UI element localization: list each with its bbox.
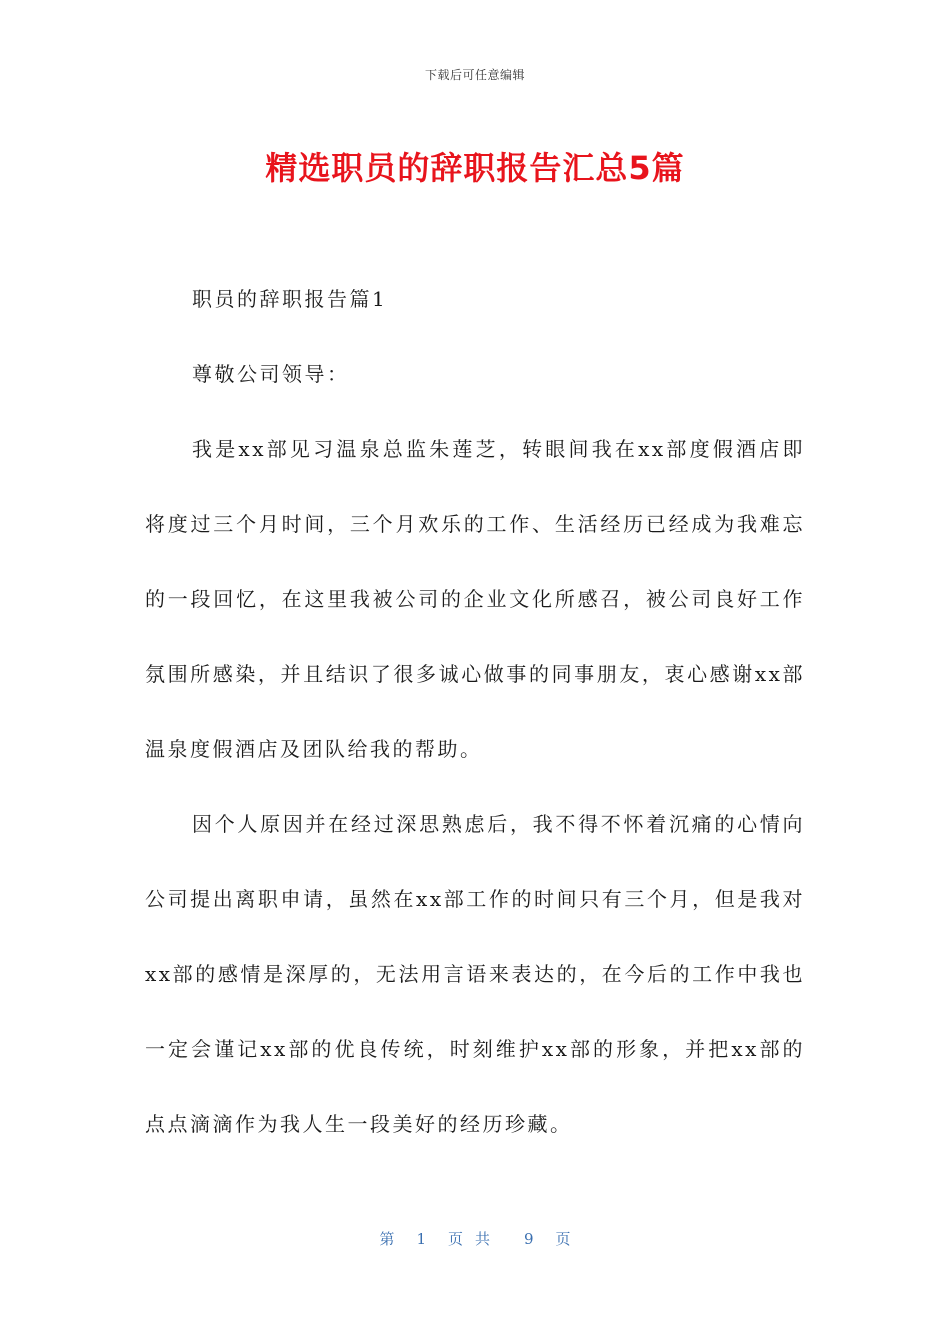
footer-prefix: 第 (379, 1230, 395, 1248)
footer-suffix: 页 (555, 1230, 571, 1248)
header-note: 下载后可任意编辑 (424, 68, 525, 82)
salutation: 尊敬公司领导： (192, 362, 350, 386)
paragraph-2: 因个人原因并在经过深思熟虑后，我不得不怀着沉痛的心情向公司提出离职申请，虽然在xx部工作的时间只有三个月，但是我对xx部的感情是深厚的，无法用言语来表达的，在今后的工作中我也一定会谨记xx部的优良传统，时刻维护xx部的形象，并把xx部的点点滴滴作为我人生一段美好的经历珍藏。 (145, 812, 805, 1136)
page-footer (0, 1228, 950, 1249)
paragraph-1: 我是xx部见习温泉总监朱莲芝，转眼间我在xx部度假酒店即将度过三个月时间，三个月欢乐的工作、生活经历已经成为我难忘的一段回忆，在这里我被公司的企业文化所感召，被公司良好工作氛围所感染，并且结识了很多诚心做事的同事朋友，衷心感谢xx部温泉度假酒店及团队给我的帮助。 (145, 437, 805, 761)
footer-current-page: 1 (416, 1230, 426, 1248)
document-title: 精选职员的辞职报告汇总5篇 (265, 149, 685, 187)
footer-total-pages: 9 (524, 1230, 534, 1248)
footer-middle: 页共 (447, 1230, 502, 1248)
section-heading: 职员的辞职报告篇1 (192, 287, 388, 311)
